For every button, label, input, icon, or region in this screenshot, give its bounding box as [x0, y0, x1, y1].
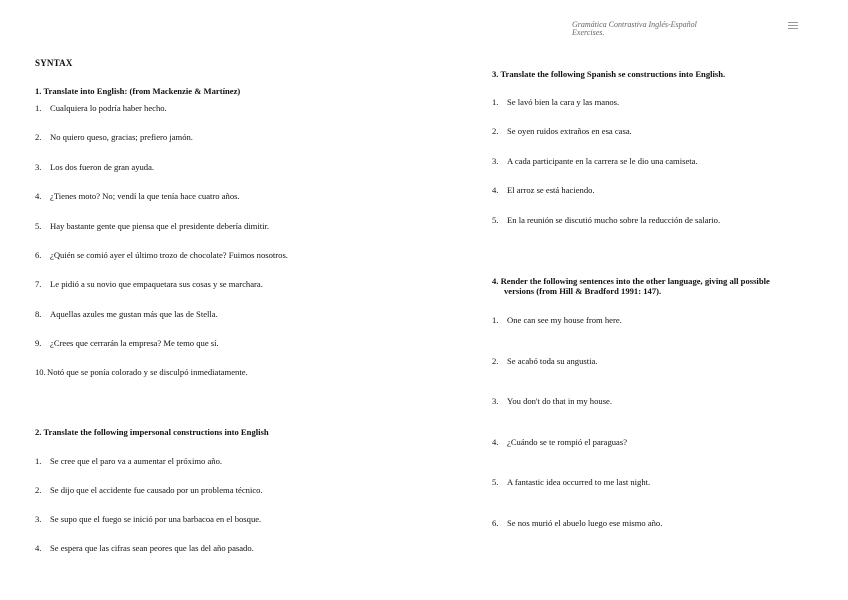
item-text: ¿Quién se comió ayer el último trozo de chocolate? Fuimos nosotros. — [50, 250, 288, 260]
list-item — [492, 215, 720, 225]
item-text: Se dijo que el accidente fue causado por un problema técnico. — [50, 485, 263, 495]
list-item — [35, 309, 218, 319]
item-text: Notó que se ponía colorado y se disculpó inmediatamente. — [47, 367, 248, 377]
list-item — [492, 185, 595, 195]
item-number: 3. — [492, 396, 499, 406]
list-item — [492, 477, 650, 487]
item-text: A cada participante en la carrera se le dio una camiseta. — [507, 156, 698, 166]
item-text: El arroz se está haciendo. — [507, 185, 595, 195]
item-text: No quiero queso, gracias; prefiero jamón. — [50, 132, 193, 142]
item-number: 7. — [35, 279, 42, 289]
item-number: 4. — [492, 185, 499, 195]
section-1-heading: 1. Translate into English: (from Mackenzie & Martínez) — [35, 86, 241, 96]
list-item — [35, 103, 167, 113]
section-4-heading-line2: versions (from Hill & Bradford 1991: 147). — [504, 286, 662, 296]
page-title: SYNTAX — [35, 58, 73, 68]
item-number: 10. — [35, 367, 46, 377]
list-item — [492, 97, 619, 107]
item-text: A fantastic idea occurred to me last night. — [507, 477, 651, 487]
item-number: 3. — [492, 156, 499, 166]
item-number: 1. — [492, 97, 499, 107]
item-number: 4. — [35, 543, 42, 553]
item-number: 6. — [492, 518, 499, 528]
list-item — [492, 315, 622, 325]
item-number: 5. — [492, 215, 499, 225]
list-item — [492, 156, 698, 166]
item-text: Se espera que las cifras sean peores que las del año pasado. — [50, 543, 254, 553]
item-number: 1. — [492, 315, 499, 325]
section-3-heading: 3. Translate the following Spanish se constructions into English. — [492, 69, 726, 79]
list-item — [35, 279, 263, 289]
list-item — [35, 162, 154, 172]
item-text: Aquellas azules me gustan más que las de Stella. — [50, 309, 218, 319]
item-number: 2. — [35, 485, 42, 495]
list-item — [492, 126, 632, 136]
item-text: You don't do that in my house. — [507, 396, 613, 406]
item-text: Se supo que el fuego se inició por una barbacoa en el bosque. — [50, 514, 262, 524]
header-course-title: Gramática Contrastiva Inglés-Español — [572, 20, 697, 29]
item-number: 1. — [35, 103, 42, 113]
item-text: One can see my house from here. — [507, 315, 622, 325]
item-number: 2. — [492, 126, 499, 136]
item-text: Le pidió a su novio que empaquetara sus cosas y se marchara. — [50, 279, 263, 289]
item-text: En la reunión se discutió mucho sobre la reducción de salario. — [507, 215, 721, 225]
item-number: 4. — [492, 437, 499, 447]
item-text: Se nos murió el abuelo luego ese mismo año. — [507, 518, 663, 528]
list-item — [492, 356, 597, 366]
item-number: 5. — [35, 221, 42, 231]
list-item — [35, 221, 269, 231]
section-4-heading-line1: 4. Render the following sentences into the other language, giving all possible — [492, 276, 770, 286]
item-number: 6. — [35, 250, 42, 260]
section-4-heading — [492, 276, 827, 296]
item-number: 2. — [35, 132, 42, 142]
item-text: ¿Tienes moto? No; vendí la que tenía hace cuatro años. — [50, 191, 240, 201]
list-item — [35, 367, 248, 377]
list-item — [492, 396, 612, 406]
item-number: 3. — [35, 162, 42, 172]
item-text: Cualquiera lo podría haber hecho. — [50, 103, 167, 113]
item-number: 2. — [492, 356, 499, 366]
section-2-heading: 2. Translate the following impersonal constructions into English — [35, 427, 269, 437]
header-subtitle: Exercises. — [572, 28, 605, 37]
list-item — [35, 250, 288, 260]
running-header — [572, 21, 697, 37]
list-item — [35, 132, 193, 142]
item-number: 1. — [35, 456, 42, 466]
item-number: 8. — [35, 309, 42, 319]
item-text: Se lavó bien la cara y las manos. — [507, 97, 620, 107]
item-text: Los dos fueron de gran ayuda. — [50, 162, 155, 172]
item-text: ¿Crees que cerrarán la empresa? Me temo que sí. — [50, 338, 219, 348]
list-item — [35, 191, 240, 201]
list-item — [35, 456, 222, 466]
item-text: Hay bastante gente que piensa que el presidente debería dimitir. — [50, 221, 270, 231]
list-item — [492, 437, 627, 447]
list-item — [35, 485, 263, 495]
item-number: 9. — [35, 338, 42, 348]
item-number: 4. — [35, 191, 42, 201]
item-text: Se cree que el paro va a aumentar el próximo año. — [50, 456, 223, 466]
list-item — [35, 338, 219, 348]
item-text: Se acabó toda su angustia. — [507, 356, 598, 366]
item-text: ¿Cuándo se te rompió el paraguas? — [507, 437, 628, 447]
list-item — [35, 514, 261, 524]
header-lines-icon — [788, 22, 798, 34]
item-number: 5. — [492, 477, 499, 487]
item-text: Se oyen ruidos extraños en esa casa. — [507, 126, 632, 136]
item-number: 3. — [35, 514, 42, 524]
list-item — [35, 543, 254, 553]
list-item — [492, 518, 662, 528]
